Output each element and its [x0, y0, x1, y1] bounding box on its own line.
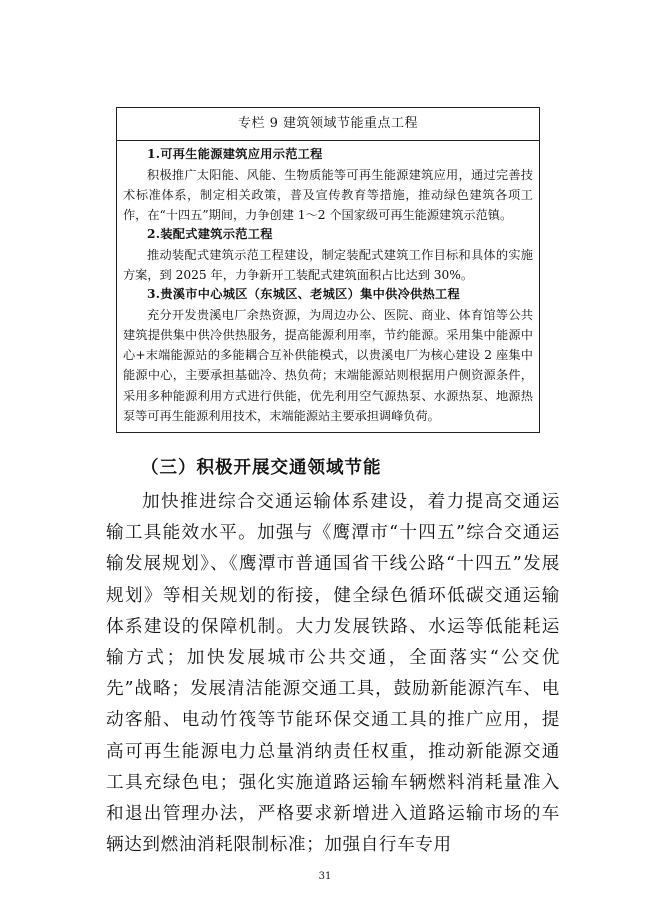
box-section-text: 积极推广太阳能、风能、生物质能等可再生能源建筑应用，通过完善技术标准体系，制定相关政策，普及宣传教育等措施，推动绿色建筑各项工作，在“十四五”期间，力争创建 1～2 个国家级可再生能源建筑示范镇。 [123, 167, 533, 222]
section-heading: （三）积极开展交通领域节能 [141, 458, 382, 478]
feature-box [116, 107, 540, 433]
box-section-text: 充分开发贵溪电厂余热资源，为周边办公、医院、商业、体育馆等公共建筑提供集中供冷供热服务，提高能源利用率，节约能源。采用集中能源中心+末端能源站的多能耦合互补供能模式，以贵溪电厂为核心建设 2 座集中能源中心，主要承担基础冷、热负荷；末端能源站则根据用户侧资源条件，采用多种能源利用方式进行供能，优先利用空气源热泵、水源热泵、地源热泵等可再生能源利用技术，末端能源站主要承担调峰负荷。 [123, 307, 533, 423]
box-section-heading: 1.可再生能源建筑应用示范工程 [147, 147, 323, 161]
box-section-heading: 2.装配式建筑示范工程 [147, 227, 273, 242]
box-section-text: 推动装配式建筑示范工程建设，制定装配式建筑工作目标和具体的实施方案，到 2025 年，力争新开工装配式建筑面积占比达到 30%。 [123, 247, 533, 282]
feature-box-title: 专栏 9 建筑领域节能重点工程 [117, 108, 539, 141]
body-paragraph: 加快推进综合交通运输体系建设，着力提高交通运输工具能效水平。加强与《鹰潭市“十四五”综合交通运输发展规划》、《鹰潭市普通国省干线公路“十四五”发展规划》等相关规划的衔接，健全绿色循环低碳交通运输体系建设的保障机制。大力发展铁路、水运等低能耗运输方式；加快发展城市公共交通，全面落实“公交优先”战略；发展清洁能源交通工具，鼓励新能源汽车、电动客船、电动竹筏等节能环保交通工具的推广应用，提高可再生能源电力总量消纳责任权重，推动新能源交通工具充绿色电；强化实施道路运输车辆燃料消耗量准入和退出管理办法，严格要求新增进入道路运输市场的车辆达到燃油消耗限制标准；加强自行车专用 [106, 492, 560, 856]
box-section-heading: 3.贵溪市中心城区（东城区、老城区）集中供冷供热工程 [147, 287, 461, 302]
page-number: 31 [318, 871, 332, 882]
feature-box-body [117, 141, 539, 432]
